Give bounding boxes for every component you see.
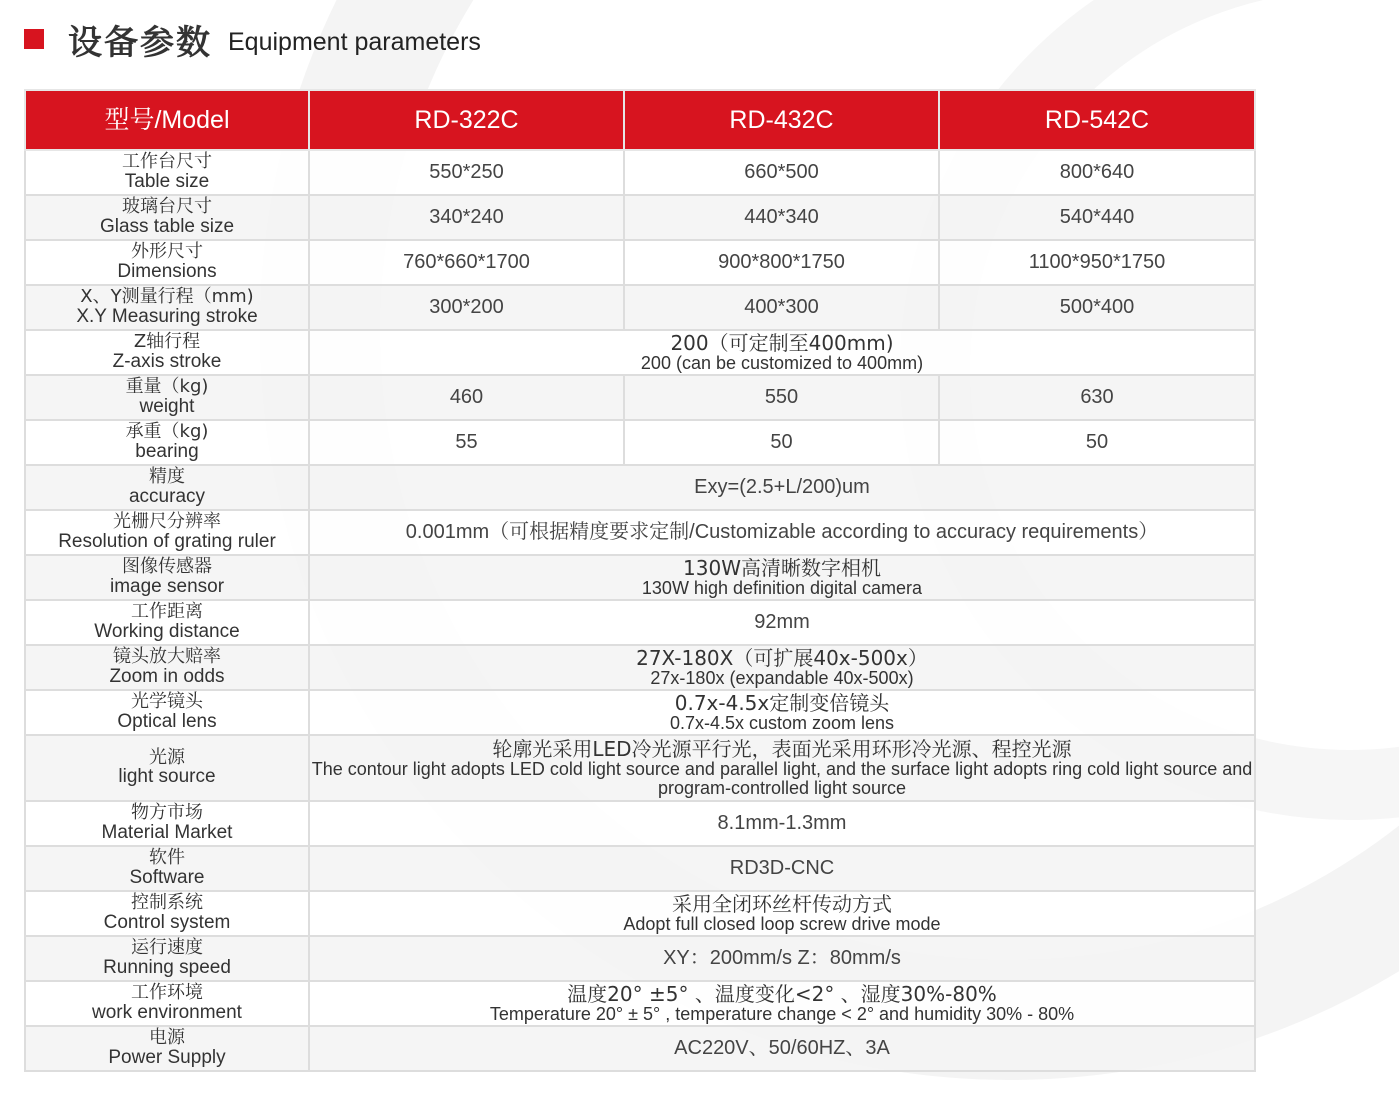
value-cell: 760*660*1700 (309, 240, 624, 285)
merged-value-en: 0.7x-4.5x custom zoom lens (669, 712, 895, 733)
merged-value-en: 27x-180x (expandable 40x-500x) (650, 667, 914, 688)
row-label-cn: 光源 (149, 746, 185, 768)
row-label (25, 846, 309, 891)
row-label (25, 735, 309, 801)
merged-value-cell (309, 330, 1255, 375)
merged-value-cn: 130W高清晰数字相机 (683, 555, 881, 580)
row-label-cn: 图像传感器 (122, 556, 212, 578)
row-label (25, 330, 309, 375)
value-cell: 400*300 (624, 285, 939, 330)
red-square-icon (24, 29, 44, 49)
value-cell: 900*800*1750 (624, 240, 939, 285)
table-row (25, 1026, 1255, 1071)
value-cell: 300*200 (309, 285, 624, 330)
row-label-en: bearing (135, 440, 199, 462)
table-row (25, 645, 1255, 690)
row-label-en: Z-axis stroke (112, 350, 222, 372)
row-label (25, 690, 309, 735)
row-label-en: Control system (103, 911, 231, 933)
value-cell: 660*500 (624, 150, 939, 195)
merged-value-en: 130W high definition digital camera (641, 577, 923, 598)
value-cell: 440*340 (624, 195, 939, 240)
column-header-rd-322c: RD-322C (309, 90, 624, 150)
table-row (25, 330, 1255, 375)
row-label-en: Software (129, 866, 205, 888)
table-row (25, 801, 1255, 846)
merged-value-cell (309, 981, 1255, 1026)
merged-value-cell (309, 690, 1255, 735)
table-row (25, 735, 1255, 801)
single-value-cell: 92mm (309, 600, 1255, 645)
row-label-en: Working distance (94, 620, 240, 642)
table-row (25, 690, 1255, 735)
row-label (25, 600, 309, 645)
page-title-cn: 设备参数 (68, 22, 212, 63)
row-label-en: Table size (124, 170, 210, 192)
value-cell: 800*640 (939, 150, 1255, 195)
table-row (25, 285, 1255, 330)
row-label (25, 150, 309, 195)
section-header (24, 14, 481, 64)
value-cell: 460 (309, 375, 624, 420)
row-label-en: Resolution of grating ruler (58, 530, 276, 552)
row-label-cn: 光栅尺分辨率 (113, 511, 221, 533)
table-row (25, 375, 1255, 420)
row-label-cn: 镜头放大赔率 (113, 646, 221, 668)
value-cell: 1100*950*1750 (939, 240, 1255, 285)
merged-value-cn: 200（可定制至400mm) (670, 330, 894, 355)
column-header-rd-542c: RD-542C (939, 90, 1255, 150)
table-row (25, 846, 1255, 891)
page-title-en: Equipment parameters (228, 27, 481, 56)
row-label (25, 375, 309, 420)
row-label (25, 801, 309, 846)
row-label-en: Glass table size (99, 215, 235, 237)
table-row (25, 936, 1255, 981)
row-label-cn: Z轴行程 (133, 331, 201, 353)
merged-value-en: The contour light adopts LED cold light source and parallel light, and the surface light adopts ring cold light source and program-controlled light source (311, 758, 1253, 798)
row-label-cn: 物方市场 (131, 802, 203, 824)
row-label-cn: 玻璃台尺寸 (122, 196, 212, 218)
merged-value-cell (309, 555, 1255, 600)
row-label-en: Running speed (103, 956, 231, 978)
row-label (25, 285, 309, 330)
row-label-en: image sensor (109, 575, 225, 597)
row-label (25, 420, 309, 465)
row-label-cn: 精度 (149, 466, 185, 488)
row-label-en: accuracy (128, 485, 206, 507)
table-row (25, 555, 1255, 600)
value-cell: 550 (624, 375, 939, 420)
row-label-en: weight (139, 395, 195, 417)
row-label-en: light source (118, 766, 216, 788)
row-label (25, 1026, 309, 1071)
merged-value-cn: 27X-180X（可扩展40x-500x） (636, 645, 928, 670)
row-label-cn: 软件 (149, 847, 185, 869)
parameters-table (24, 89, 1256, 1072)
value-cell: 630 (939, 375, 1255, 420)
merged-value-cn: 温度20° ±5° 、温度变化<2° 、湿度30%-80% (567, 981, 997, 1006)
row-label-cn: X、Y测量行程（mm) (80, 286, 254, 308)
row-label (25, 195, 309, 240)
row-label-cn: 电源 (149, 1027, 185, 1049)
table-row (25, 465, 1255, 510)
table-row (25, 600, 1255, 645)
row-label (25, 465, 309, 510)
row-label-en: Dimensions (117, 260, 217, 282)
value-cell: 500*400 (939, 285, 1255, 330)
table-row (25, 195, 1255, 240)
merged-value-en: 200 (can be customized to 400mm) (640, 352, 924, 373)
value-cell: 50 (624, 420, 939, 465)
row-label (25, 645, 309, 690)
single-value-cell: Exy=(2.5+L/200)um (309, 465, 1255, 510)
row-label (25, 936, 309, 981)
row-label-cn: 工作环境 (131, 982, 203, 1004)
row-label-en: Optical lens (117, 710, 217, 732)
table-row (25, 150, 1255, 195)
row-label (25, 510, 309, 555)
row-label-en: Material Market (101, 821, 233, 843)
table-row (25, 981, 1255, 1026)
row-label-en: Zoom in odds (109, 665, 225, 687)
row-label-en: X.Y Measuring stroke (76, 305, 258, 327)
row-label-en: Power Supply (108, 1046, 226, 1068)
column-header-rd-432c: RD-432C (624, 90, 939, 150)
value-cell: 550*250 (309, 150, 624, 195)
single-value-cell: AC220V、50/60HZ、3A (309, 1026, 1255, 1071)
merged-value-cell (309, 735, 1255, 801)
single-value-cell: 0.001mm（可根据精度要求定制/Customizable according to accuracy requirements） (309, 510, 1255, 555)
row-label-cn: 重量（kg) (125, 376, 209, 398)
merged-value-cell (309, 645, 1255, 690)
value-cell: 55 (309, 420, 624, 465)
table-header-row (25, 90, 1255, 150)
row-label-cn: 运行速度 (131, 937, 203, 959)
row-label (25, 981, 309, 1026)
row-label-cn: 承重（kg) (125, 421, 209, 443)
row-label-en: work environment (92, 1001, 242, 1023)
single-value-cell: RD3D-CNC (309, 846, 1255, 891)
merged-value-en: Temperature 20° ± 5° , temperature change < 2° and humidity 30% - 80% (489, 1003, 1075, 1024)
single-value-cell: 8.1mm-1.3mm (309, 801, 1255, 846)
value-cell: 540*440 (939, 195, 1255, 240)
column-header-model: 型号/Model (25, 90, 309, 150)
row-label-cn: 工作台尺寸 (122, 151, 212, 173)
table-row (25, 420, 1255, 465)
row-label (25, 240, 309, 285)
merged-value-cell (309, 891, 1255, 936)
row-label-cn: 光学镜头 (131, 691, 203, 713)
row-label-cn: 外形尺寸 (131, 241, 203, 263)
merged-value-cn: 轮廓光采用LED冷光源平行光，表面光采用环形冷光源、程控光源 (492, 736, 1072, 761)
table-row (25, 891, 1255, 936)
row-label-cn: 工作距离 (131, 601, 203, 623)
merged-value-en: Adopt full closed loop screw drive mode (623, 913, 941, 934)
table-row (25, 240, 1255, 285)
row-label-cn: 控制系统 (131, 892, 203, 914)
merged-value-cn: 采用全闭环丝杆传动方式 (672, 891, 892, 916)
value-cell: 340*240 (309, 195, 624, 240)
single-value-cell: XY：200mm/s Z：80mm/s (309, 936, 1255, 981)
row-label (25, 891, 309, 936)
row-label (25, 555, 309, 600)
table-row (25, 510, 1255, 555)
merged-value-cn: 0.7x-4.5x定制变倍镜头 (674, 690, 890, 715)
value-cell: 50 (939, 420, 1255, 465)
